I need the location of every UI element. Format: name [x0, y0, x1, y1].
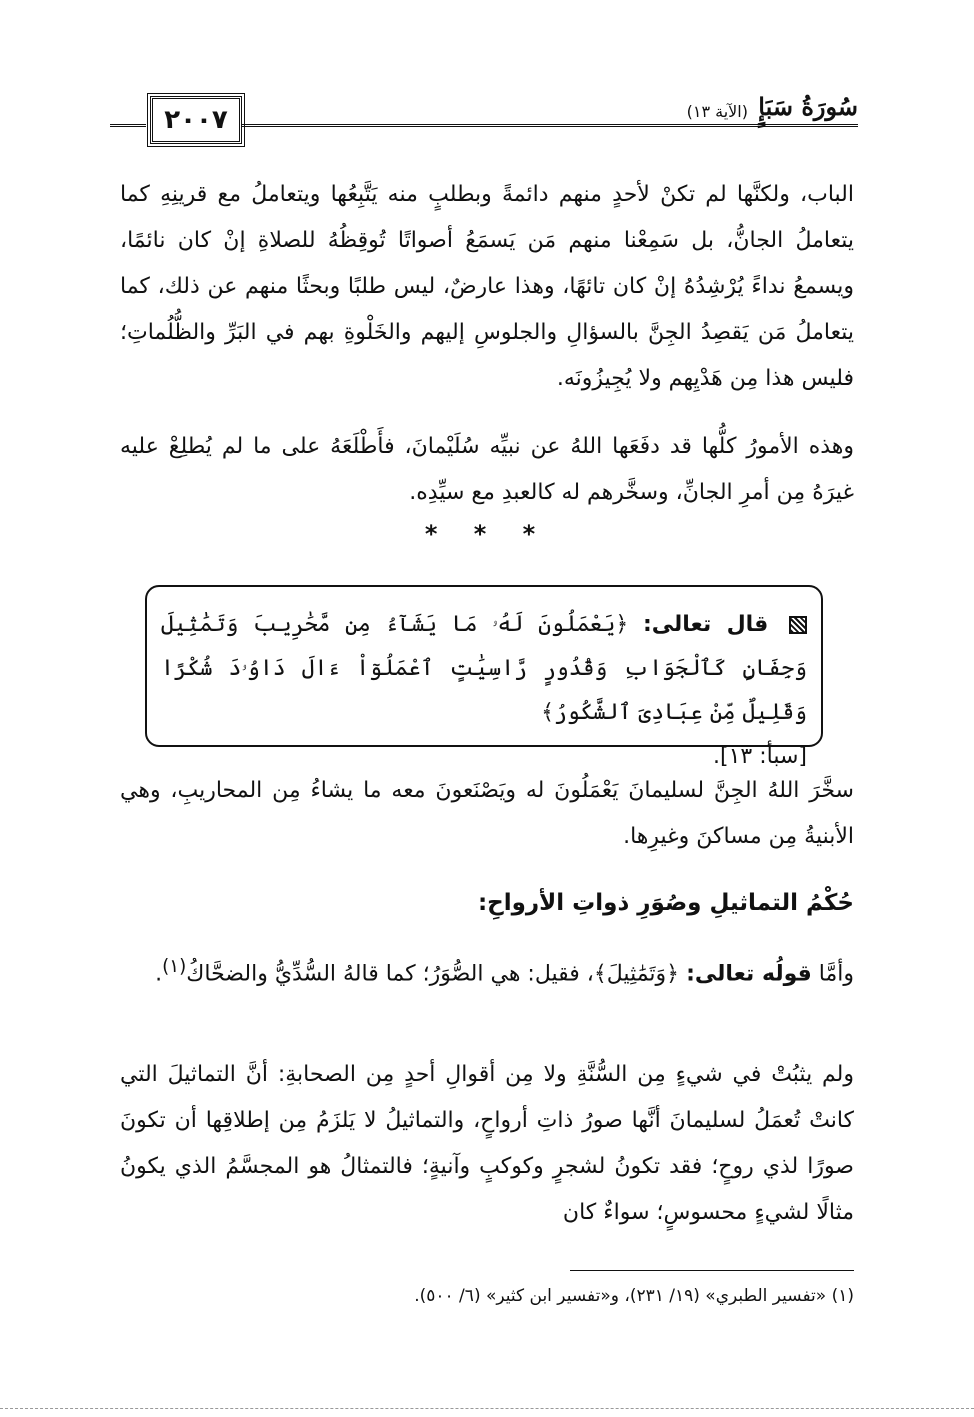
quran-verse-box [145, 585, 823, 769]
paragraph-5: ولم يثبُتْ في شيءٍ مِن السُّنَّةِ ولا مِن أقوالِ أحدٍ مِن الصحابةِ: أنَّ التماثيلَ التي كانتْ تُعمَلُ لسليمانَ أنَّها صورُ ذاتِ أرواحٍ، والتماثيلُ لا يَلزَمُ مِن إطلاقِها أن تكونَ صورًا لذي روحٍ؛ فقد تكونُ لشجرٍ وكوكبٍ وآنيةٍ؛ فالتمثالُ هو المجسَّمُ الذي يكونُ مثالًا لشيءٍ محسوسٍ؛ سواءٌ كان [120, 1062, 854, 1225]
p4-rest: ، فقيل: هي الصُّوَرُ؛ كما قالهُ السُّدِّيُّ والضحَّاكُ [186, 961, 594, 987]
page-header [110, 90, 858, 150]
section-heading: حُكْمُ التماثيلِ وصُوَرِ ذواتِ الأرواحِ: [477, 890, 854, 916]
verse-citation: [سبأ: ١٣]. [713, 744, 807, 769]
header-rule-right [242, 124, 858, 127]
verse-label: قال تعالى: [642, 612, 769, 637]
footnote-marker[interactable]: (١) [162, 956, 187, 977]
paragraph-2: وهذه الأمورُ كلُّها قد دفَعَها اللهُ عن نبيِّه سُلَيْمانَ، فأَطْلَعَهُ على ما لم يُطلِعْ عليه غيرَهُ مِن أمرِ الجانِّ، وسخَّرهم له كالعبدِ مع سيِّدِه. [120, 434, 854, 505]
quran-verse-text: ﴿يَعْمَلُونَ لَهُۥ مَا يَشَآءُ مِن مَّحَٰرِيبَ وَتَمَٰثِيلَ وَجِفَانٍ كَٱلْجَوَابِ وَقُدُورٍ رَّاسِيَٰتٍ ٱعْمَلُوٓاْ ءَالَ دَاوُۥدَ شُكْرًا وَقَلِيلٌ مِّنْ عِبَادِىَ ٱلشَّكُورُ﴾ [161, 612, 807, 725]
p4-lead: وأمَّا [811, 961, 854, 987]
page-number: ٢٠٠٧ [164, 105, 228, 135]
paragraph-3: سخَّرَ اللهُ الجِنَّ لسليمانَ يَعْمَلُونَ له ويَصْنَعونَ معه ما يشاءُ مِن المحاريبِ، وهي الأبنيةُ مِن مساكنَ وغيرِها. [120, 778, 854, 849]
p4-label: قولُه تعالى: [686, 961, 812, 987]
paragraph-4 [120, 944, 854, 997]
p4-end: . [155, 961, 163, 987]
surah-title: سُورَةُ سَبَإٍ [758, 92, 858, 121]
page-bottom-edge [0, 1408, 974, 1409]
verse-ornament-icon [789, 616, 807, 634]
section-separator: * * * [424, 520, 550, 548]
footnote-separator [570, 1270, 854, 1271]
verse-reference: (الآية ١٣) [686, 102, 748, 121]
footnote: (١) «تفسير الطبري» (١٩/ ٢٣١)، و«تفسير ابن كثير» (٦/ ٥٠٠). [414, 1286, 854, 1306]
page-number-box [150, 96, 242, 144]
header-rule-left [110, 124, 146, 127]
p4-verse: ﴿وَتَمَٰثِيلَ﴾ [593, 961, 687, 987]
paragraph-1: الباب، ولكنَّها لم تكنْ لأحدٍ منهم دائمةً وبطلبٍ منه يَتَّبِعُها ويتعاملُ مع قرينِهِ كما يتعاملُ الجانُّ، بل سَمِعْنا منهم مَن يَسمَعُ أصواتًا تُوقِظُهُ للصلاةِ إنْ كان نائمًا، ويسمعُ نداءً يُرْشِدُهُ إنْ كان تائهًا، وهذا عارضٌ، ليس طلبًا وبحثًا منهم عن ذلك، كما يتعاملُ مَن يَقصِدُ الجِنَّ بالسؤالِ والجلوسِ إليهم والخَلْوةِ بهم في البَرِّ والظُّلُماتِ؛ فليس هذا مِن هَدْيِهم ولا يُجِيزُونَه. [120, 182, 854, 391]
